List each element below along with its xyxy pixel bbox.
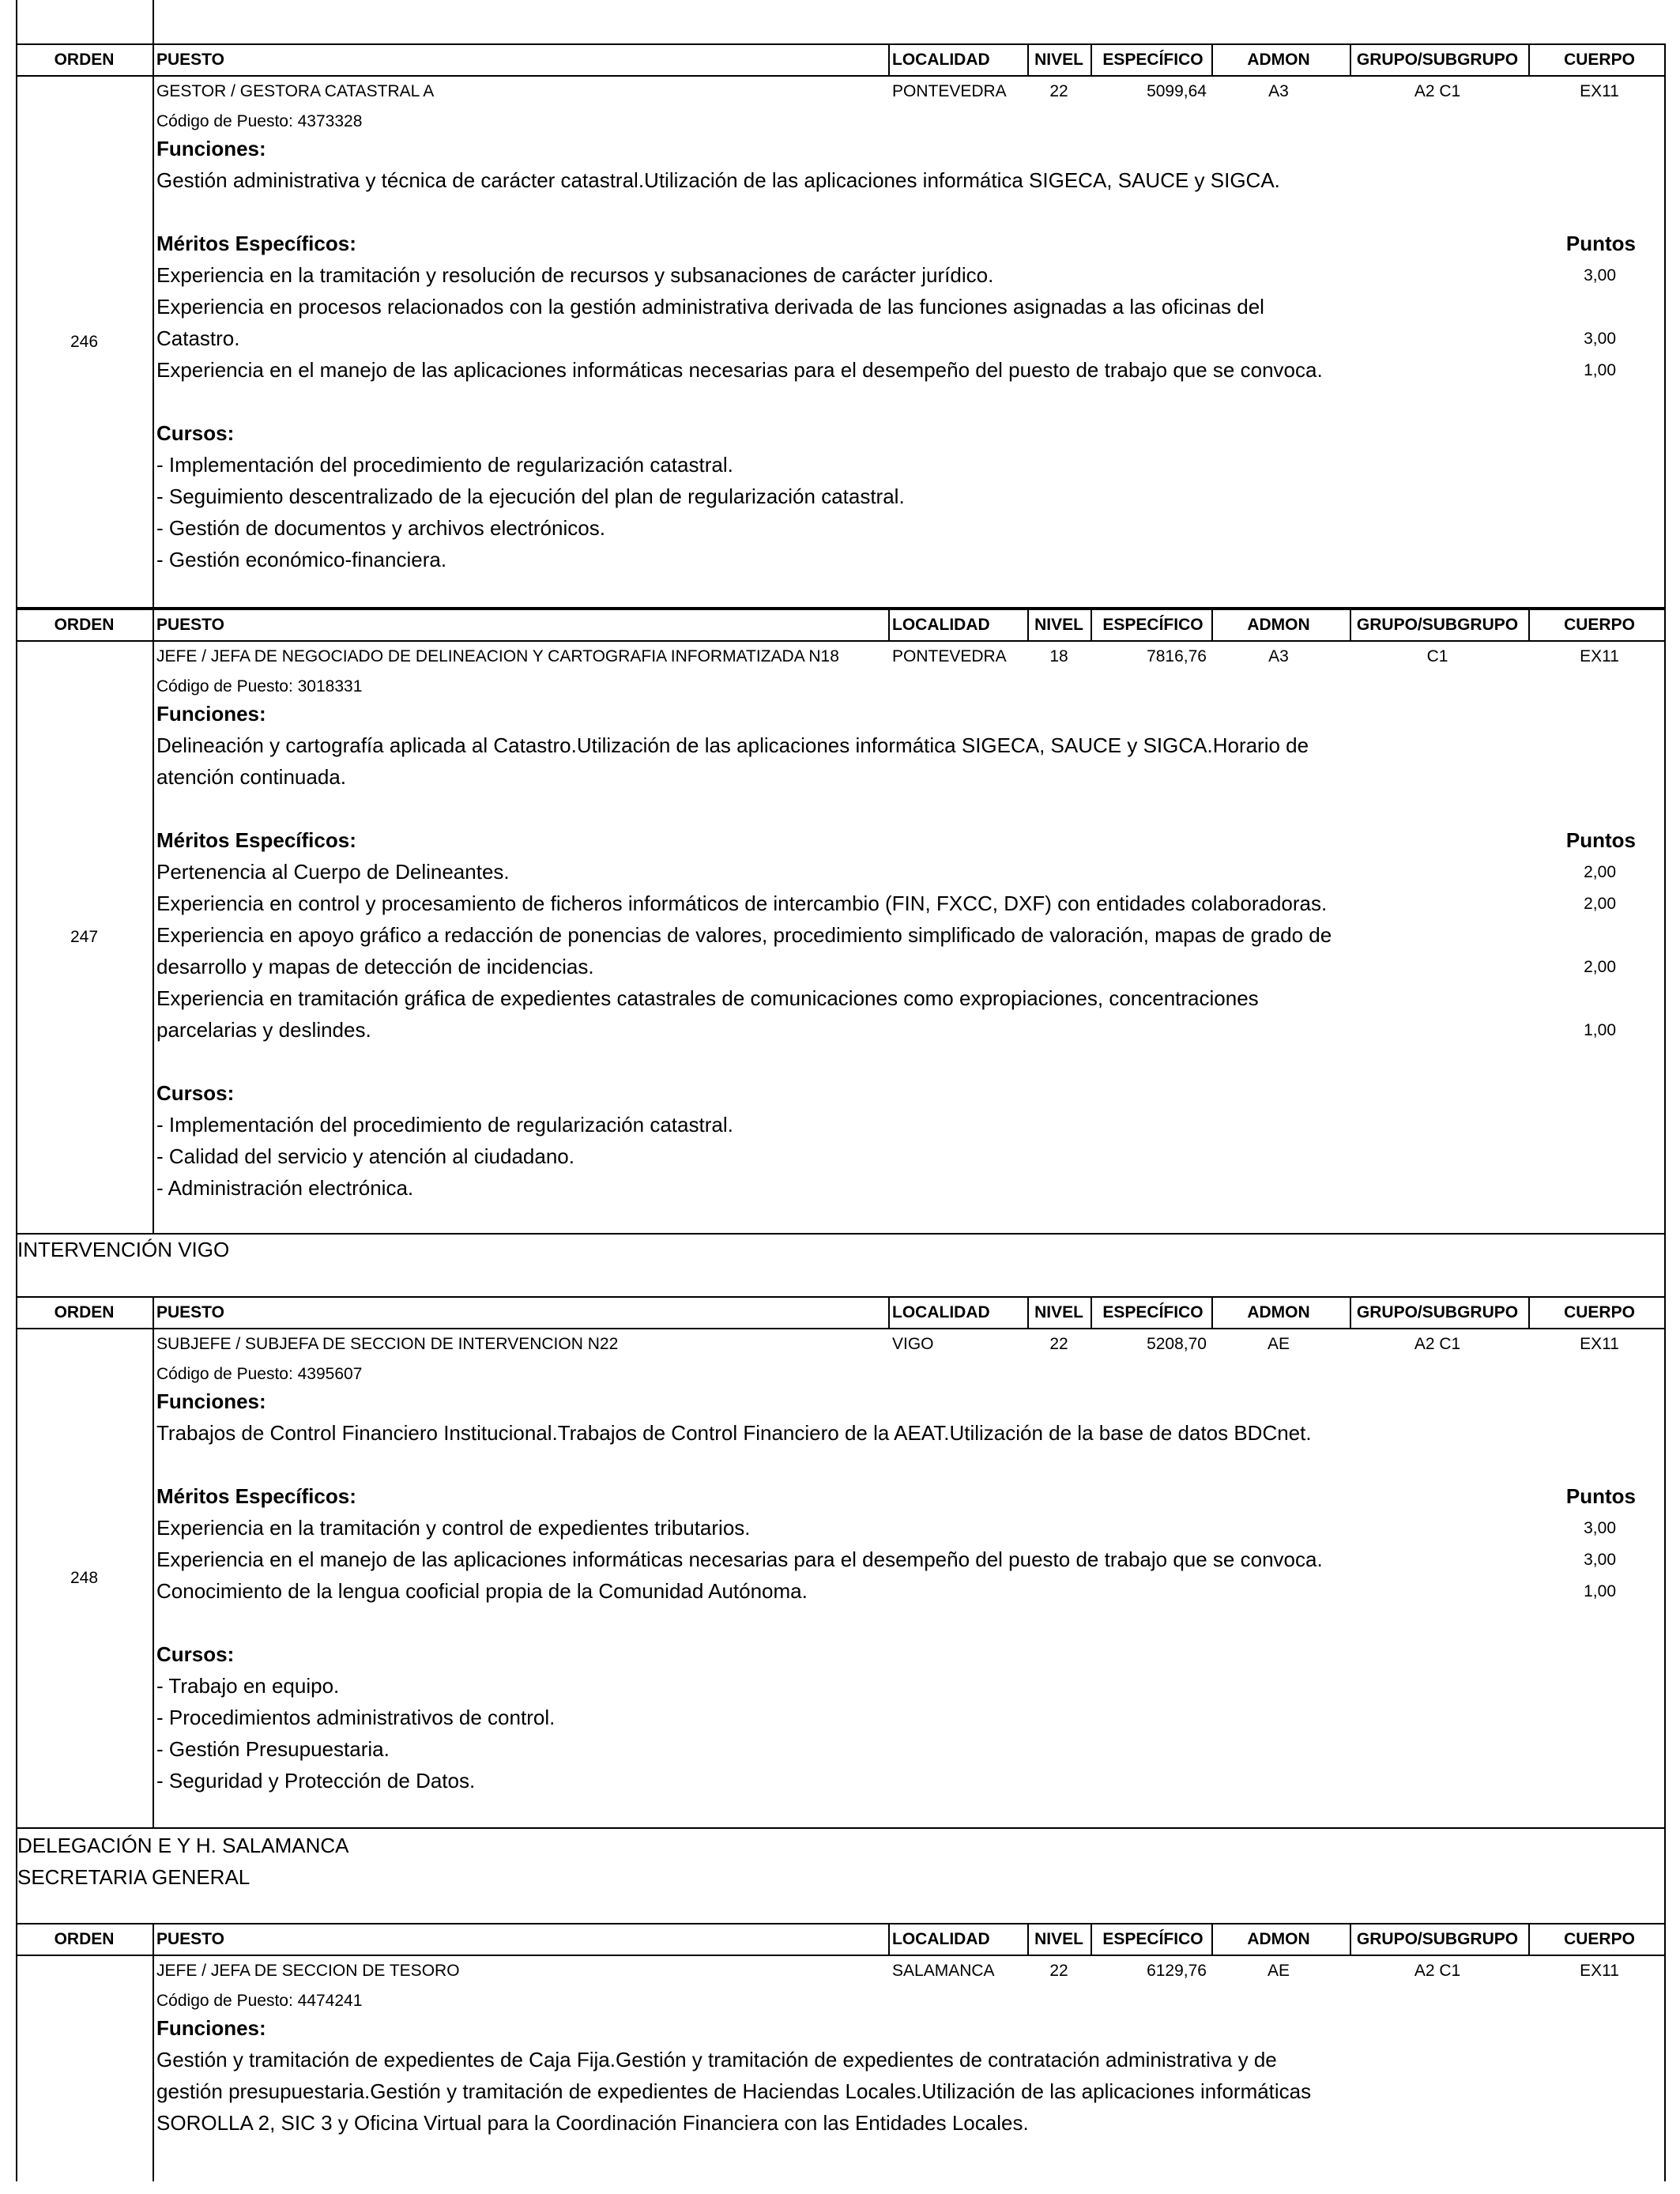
- col-header-nivel: NIVEL: [1034, 616, 1083, 634]
- position-title: JEFE / JEFA DE NEGOCIADO DE DELINEACION Y CARTOGRAFIA INFORMATIZADA N18: [156, 647, 839, 665]
- merit-text: Experiencia en la tramitación y control de expedientes tributarios.: [156, 1516, 751, 1540]
- merits-heading: Méritos Específicos:: [156, 232, 356, 255]
- merit-points: 1,00: [1584, 361, 1616, 379]
- admon-value: A3: [1268, 82, 1289, 100]
- level: 18: [1049, 647, 1068, 665]
- col-header-puesto: PUESTO: [156, 616, 224, 634]
- points-heading: Puntos: [1565, 1484, 1636, 1508]
- col-header-grupo: GRUPO/SUBGRUPO: [1356, 51, 1519, 69]
- row-divider: [16, 1955, 1666, 1956]
- row-divider: [16, 1827, 1666, 1829]
- admon-value: A3: [1268, 647, 1289, 665]
- column-divider: [1528, 609, 1530, 640]
- row-divider: [16, 1923, 1666, 1924]
- merits-heading: Méritos Específicos:: [156, 828, 356, 852]
- functions-text: Delineación y cartografía aplicada al Catastro.Utilización de las aplicaciones informática SIGECA, SAUCE y SIGCA.Horario de: [156, 733, 1309, 757]
- col-header-orden: ORDEN: [54, 51, 115, 69]
- level: 22: [1049, 1335, 1068, 1353]
- col-header-grupo: GRUPO/SUBGRUPO: [1356, 616, 1519, 634]
- points-heading: Puntos: [1565, 232, 1636, 255]
- row-divider: [16, 640, 1666, 642]
- admon-value: AE: [1267, 1335, 1290, 1353]
- courses-heading: Cursos:: [156, 421, 235, 445]
- column-divider: [888, 1923, 890, 1955]
- position-title: GESTOR / GESTORA CATASTRAL A: [156, 82, 435, 100]
- column-divider: [1528, 1923, 1530, 1955]
- specific-amount: 5099,64: [1147, 82, 1207, 100]
- specific-amount: 7816,76: [1147, 647, 1207, 665]
- locality: SALAMANCA: [892, 1962, 995, 1980]
- column-divider: [1664, 1923, 1666, 2181]
- admon-value: AE: [1267, 1962, 1290, 1980]
- merit-text: Conocimiento de la lengua cooficial propia de la Comunidad Autónoma.: [156, 1579, 808, 1603]
- group-subgroup: A2 C1: [1414, 82, 1461, 100]
- row-divider: [16, 1296, 1666, 1298]
- column-divider: [888, 1296, 890, 1328]
- column-divider: [1350, 43, 1351, 75]
- merit-text: parcelarias y deslindes.: [156, 1018, 371, 1042]
- col-header-localidad: LOCALIDAD: [892, 1930, 990, 1948]
- col-header-grupo: GRUPO/SUBGRUPO: [1356, 1930, 1519, 1948]
- course-item: - Calidad del servicio y atención al ciudadano.: [156, 1144, 574, 1168]
- col-header-orden: ORDEN: [54, 1930, 115, 1948]
- column-divider: [1027, 1296, 1029, 1328]
- column-divider: [1090, 43, 1092, 75]
- column-divider: [153, 1296, 154, 1328]
- functions-text: gestión presupuestaria.Gestión y tramitación de expedientes de Haciendas Locales.Utilización de las aplicaciones informáticas: [156, 2079, 1312, 2103]
- merit-points: 2,00: [1584, 863, 1616, 881]
- order-number: 248: [70, 1569, 99, 1587]
- order-number: 246: [70, 332, 99, 351]
- column-divider: [888, 43, 890, 75]
- course-item: - Procedimientos administrativos de control.: [156, 1706, 556, 1729]
- column-divider: [1528, 43, 1530, 75]
- functions-heading: Funciones:: [156, 2016, 266, 2040]
- merit-text: Experiencia en el manejo de las aplicaciones informáticas necesarias para el desempeño del puesto de trabajo que se convoca.: [156, 358, 1323, 382]
- group-subgroup: A2 C1: [1414, 1335, 1461, 1353]
- course-item: - Gestión económico-financiera.: [156, 548, 447, 571]
- col-header-cuerpo: CUERPO: [1564, 51, 1635, 69]
- specific-amount: 5208,70: [1147, 1335, 1207, 1353]
- merit-points: 3,00: [1584, 330, 1616, 348]
- position-code: Código de Puesto: 4474241: [156, 1992, 363, 2010]
- course-item: - Implementación del procedimiento de regularización catastral.: [156, 1113, 733, 1137]
- locality: VIGO: [892, 1335, 934, 1353]
- order-number: 247: [70, 928, 99, 946]
- functions-text: atención continuada.: [156, 765, 346, 789]
- merit-points: 3,00: [1584, 1551, 1616, 1569]
- column-divider: [1528, 1296, 1530, 1328]
- group-subgroup: A2 C1: [1414, 1962, 1461, 1980]
- col-header-especifico: ESPECÍFICO: [1102, 1930, 1203, 1948]
- column-divider: [1211, 43, 1213, 75]
- column-divider: [1090, 609, 1092, 640]
- column-divider: [153, 1955, 154, 2181]
- merit-text: Catastro.: [156, 326, 240, 350]
- course-item: - Gestión de documentos y archivos electrónicos.: [156, 516, 605, 540]
- section-delegacion: DELEGACIÓN E Y H. SALAMANCA: [17, 1834, 349, 1857]
- col-header-especifico: ESPECÍFICO: [1102, 1303, 1203, 1321]
- locality: PONTEVEDRA: [892, 82, 1007, 100]
- merits-heading: Méritos Específicos:: [156, 1484, 356, 1508]
- column-divider: [888, 609, 890, 640]
- col-header-localidad: LOCALIDAD: [892, 51, 990, 69]
- column-divider: [1027, 1923, 1029, 1955]
- column-divider: [1350, 1296, 1351, 1328]
- functions-heading: Funciones:: [156, 137, 266, 160]
- merit-text: desarrollo y mapas de detección de incidencias.: [156, 955, 594, 978]
- courses-heading: Cursos:: [156, 1642, 235, 1666]
- corps: EX11: [1580, 1335, 1619, 1353]
- column-divider: [1664, 1827, 1666, 1923]
- column-divider: [153, 75, 154, 607]
- column-divider: [1027, 43, 1029, 75]
- col-header-nivel: NIVEL: [1034, 1303, 1083, 1321]
- column-divider: [153, 0, 154, 43]
- corps: EX11: [1580, 647, 1619, 665]
- merit-text: Experiencia en procesos relacionados con la gestión administrativa derivada de las funciones asignadas a las oficinas del: [156, 295, 1264, 319]
- merit-text: Experiencia en el manejo de las aplicaciones informáticas necesarias para el desempeño del puesto de trabajo que se convoca.: [156, 1547, 1323, 1571]
- row-divider: [16, 43, 1666, 45]
- section-secretaria: SECRETARIA GENERAL: [17, 1865, 250, 1889]
- column-divider: [1350, 1923, 1351, 1955]
- col-header-nivel: NIVEL: [1034, 1930, 1083, 1948]
- column-divider: [153, 1923, 154, 1955]
- functions-text: SOROLLA 2, SIC 3 y Oficina Virtual para la Coordinación Financiera con las Entidades Locales.: [156, 2111, 1029, 2135]
- col-header-especifico: ESPECÍFICO: [1102, 616, 1203, 634]
- row-divider: [16, 609, 1666, 610]
- row-divider: [16, 1233, 1666, 1235]
- col-header-puesto: PUESTO: [156, 1930, 224, 1948]
- column-divider: [153, 640, 154, 1233]
- row-divider: [16, 75, 1666, 77]
- col-header-admon: ADMON: [1247, 1303, 1310, 1321]
- column-divider: [1211, 1296, 1213, 1328]
- col-header-puesto: PUESTO: [156, 1303, 224, 1321]
- courses-heading: Cursos:: [156, 1081, 235, 1105]
- course-item: - Seguimiento descentralizado de la ejecución del plan de regularización catastral.: [156, 484, 905, 508]
- group-subgroup: C1: [1426, 647, 1448, 665]
- column-divider: [1664, 1296, 1666, 1827]
- merit-text: Experiencia en control y procesamiento de ficheros informáticos de intercambio (FIN, FXCC, DXF) con entidades colaboradoras.: [156, 892, 1328, 915]
- functions-text: Gestión y tramitación de expedientes de Caja Fija.Gestión y tramitación de expedientes de contratación administrativa y de: [156, 2048, 1277, 2071]
- column-divider: [1350, 609, 1351, 640]
- merit-points: 1,00: [1584, 1021, 1616, 1039]
- course-item: - Seguridad y Protección de Datos.: [156, 1769, 476, 1793]
- corps: EX11: [1580, 1962, 1619, 1980]
- functions-heading: Funciones:: [156, 1389, 266, 1413]
- merit-text: Experiencia en la tramitación y resolución de recursos y subsanaciones de carácter jurídico.: [156, 263, 994, 287]
- merit-points: 3,00: [1584, 266, 1616, 285]
- column-divider: [153, 1328, 154, 1827]
- position-code: Código de Puesto: 3018331: [156, 677, 363, 696]
- col-header-localidad: LOCALIDAD: [892, 1303, 990, 1321]
- specific-amount: 6129,76: [1147, 1962, 1207, 1980]
- merit-points: 3,00: [1584, 1519, 1616, 1537]
- col-header-orden: ORDEN: [54, 1303, 115, 1321]
- col-header-localidad: LOCALIDAD: [892, 616, 990, 634]
- col-header-orden: ORDEN: [54, 616, 115, 634]
- col-header-cuerpo: CUERPO: [1564, 1303, 1635, 1321]
- merit-points: 1,00: [1584, 1582, 1616, 1600]
- col-header-admon: ADMON: [1247, 1930, 1310, 1948]
- points-heading: Puntos: [1565, 828, 1636, 852]
- functions-text: Trabajos de Control Financiero Institucional.Trabajos de Control Financiero de la AEAT.Utilización de la base de datos BDCnet.: [156, 1421, 1312, 1445]
- column-divider: [1664, 1233, 1666, 1296]
- functions-text: Gestión administrativa y técnica de carácter catastral.Utilización de las aplicaciones informática SIGECA, SAUCE y SIGCA.: [156, 168, 1280, 192]
- merit-text: Pertenencia al Cuerpo de Delineantes.: [156, 860, 510, 884]
- col-header-cuerpo: CUERPO: [1564, 616, 1635, 634]
- col-header-puesto: PUESTO: [156, 51, 224, 69]
- column-divider: [1211, 609, 1213, 640]
- course-item: - Implementación del procedimiento de regularización catastral.: [156, 453, 733, 477]
- course-item: - Gestión Presupuestaria.: [156, 1737, 390, 1761]
- col-header-nivel: NIVEL: [1034, 51, 1083, 69]
- course-item: - Administración electrónica.: [156, 1176, 414, 1200]
- position-code: Código de Puesto: 4395607: [156, 1365, 363, 1383]
- merit-text: Experiencia en apoyo gráfico a redacción de ponencias de valores, procedimiento simplificado de valoración, mapas de grado de: [156, 923, 1332, 947]
- col-header-admon: ADMON: [1247, 51, 1310, 69]
- column-divider: [153, 43, 154, 75]
- section-intervencion-vigo: INTERVENCIÓN VIGO: [17, 1238, 230, 1261]
- merit-points: 2,00: [1584, 895, 1616, 913]
- row-divider: [16, 1328, 1666, 1329]
- position-title: JEFE / JEFA DE SECCION DE TESORO: [156, 1962, 460, 1980]
- column-divider: [1211, 1923, 1213, 1955]
- functions-heading: Funciones:: [156, 702, 266, 726]
- level: 22: [1049, 1962, 1068, 1980]
- column-divider: [1664, 609, 1666, 1233]
- position-code: Código de Puesto: 4373328: [156, 112, 363, 130]
- column-divider: [1664, 43, 1666, 607]
- column-divider: [1090, 1296, 1092, 1328]
- merit-text: Experiencia en tramitación gráfica de expedientes catastrales de comunicaciones como expropiaciones, concentraciones: [156, 986, 1259, 1010]
- level: 22: [1049, 82, 1068, 100]
- column-divider: [1090, 1923, 1092, 1955]
- col-header-grupo: GRUPO/SUBGRUPO: [1356, 1303, 1519, 1321]
- column-divider: [1027, 609, 1029, 640]
- corps: EX11: [1580, 82, 1619, 100]
- col-header-admon: ADMON: [1247, 616, 1310, 634]
- col-header-especifico: ESPECÍFICO: [1102, 51, 1203, 69]
- col-header-cuerpo: CUERPO: [1564, 1930, 1635, 1948]
- locality: PONTEVEDRA: [892, 647, 1007, 665]
- position-title: SUBJEFE / SUBJEFA DE SECCION DE INTERVENCION N22: [156, 1335, 619, 1353]
- course-item: - Trabajo en equipo.: [156, 1674, 340, 1698]
- column-divider: [153, 609, 154, 640]
- merit-points: 2,00: [1584, 958, 1616, 976]
